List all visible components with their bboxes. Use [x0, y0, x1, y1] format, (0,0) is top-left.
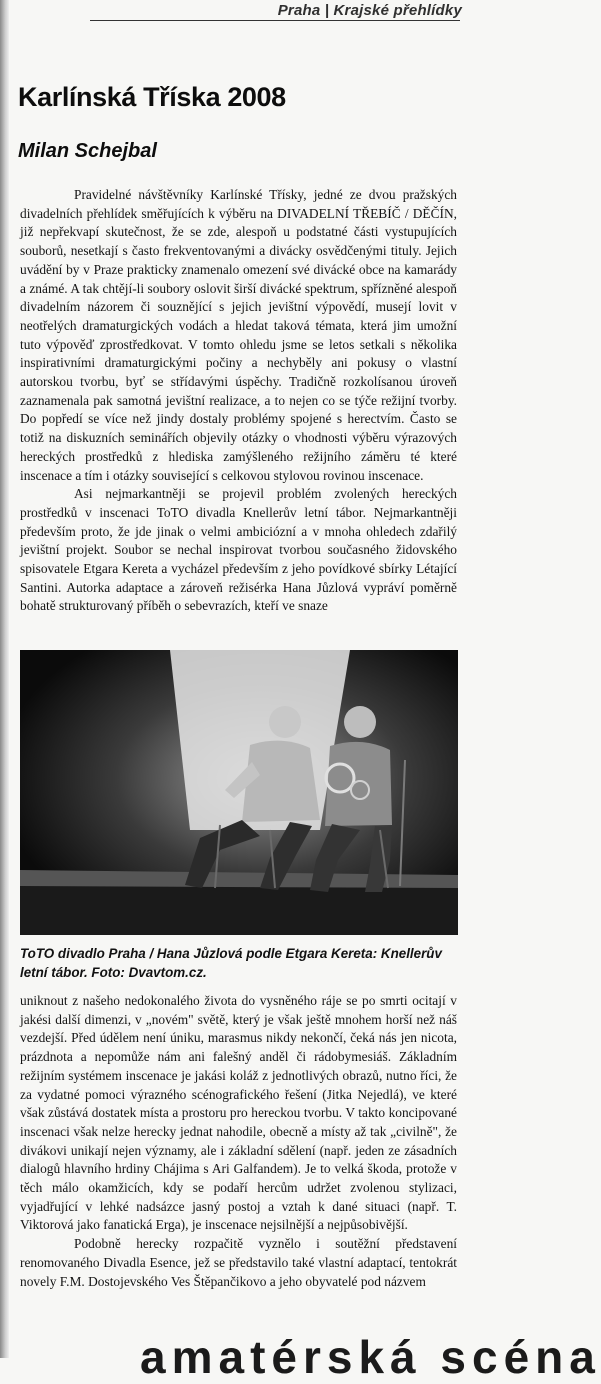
- article-body-top: [20, 186, 457, 616]
- paragraph: uniknout z našeho nedokonalého života do vysněného ráje se po smrti ocitají v jakési další dimenzi, v „novém" světě, který je však ještě mnohem horší než náš vezdejší. Před údělem není úniku, marasmus nikdy nekončí, čeká nás jen nicota, prázdnota a nepomůže nám ani falešný anděl či rádobymesiáš. Základním režijním systémem inscenace je jakási koláž z jednotlivých obrazů, nutno říci, že za vydatné pomoci výrazného scénografického řešení (Jitka Nejedlá), ve které však zůstává dostatek místa a prostoru pro hereckou tvorbu. V takto koncipované inscenaci však nelze herecky jednat nahodile, obecně a místy až tak „civilně", že divákovi unikají nejen významy, ale i základní sdělení (např. jeden ze zásadních dialogů hlavního hrdiny Chájima s Ari Galfandem). Je to velká škoda, protože v těch málo okamžicích, kdy se podaří hercům udržet zvolenou stylizaci, vyjadřující v lehké nadsázce jasný postoj a vztah k dané situaci (např. T. Viktorová jako fanatická Erga), je inscenace nejsilnější a nejpůsobivější.: [20, 993, 457, 1233]
- magazine-footer: [140, 1330, 601, 1383]
- header-rule: [90, 20, 460, 21]
- stage-photo-illustration: [20, 650, 458, 935]
- article-body-bottom: [20, 992, 457, 1291]
- article-title: Karlínská Tříska 2008: [18, 82, 286, 112]
- paragraph: Podobně herecky rozpačitě vyznělo i soutěžní představení renomovaného Divadla Esence, jež se představilo také vlastní adaptací, tentokrát novely F.M. Dostojevského Ves Štěpančikovo a jeho obyvatelé pod názvem: [20, 1236, 457, 1289]
- paragraph: Asi nejmarkantněji se projevil problém zvolených hereckých prostředků v inscenaci ToTO divadla Knellerův letní tábor. Nejmarkantněji především proto, že jde jinak o velmi ambiciózní a v mnoha ohledech zdařilý jevištní projekt. Soubor se nechal inspirovat tvorbou současného židovského spisovatele Etgara Kereta a vycházel především z jeho povídkové sbírky Létající Santini. Autorka adaptace a zároveň režisérka Hana Jůzlová vypráví poměrně bohatě strukturovaný příběh o sebevrazích, kteří ve snaze: [20, 486, 457, 614]
- photo-caption: ToTO divadlo Praha / Hana Jůzlová podle Etgara Kereta: Knellerův letní tábor. Foto: Dvavtom.cz.: [20, 946, 442, 980]
- paragraph: Pravidelné návštěvníky Karlínské Třísky, jedné ze dvou pražských divadelních přehlídek směřujících k výběru na DIVADELNÍ TŘEBÍČ / DĚČÍN, již nepřekvapí skutečnost, že se zde, alespoň u podstatné části vystupujících souborů, nesetkají s často frekventovanými a divácky osvědčenými tituly. Jejich uvádění by v Praze prakticky znamenalo omezení své divácké obce na kamarády a známé. A tak chtějí-li soubory oslovit širší divácké spektrum, spřízněné alespoň divadelním názorem či souznějící s jejich jevištní výpovědí, musejí lovit v neotřelých dramaturgických vodách a hledat taková témata, která jim umožní tuto výpověď zprostředkovat. V tomto ohledu jsme se letos setkali s několika inspirativními dramaturgickými počiny a nechyběly ani pokusy o vlastní autorskou tvorbu, byť se střídavými úspěchy. Tradičně rozkolísanou úroveň zaznamenala pak samotná jevištní realizace, a to nejen co se týče režijní tvorby. Do popředí se více než jindy dostaly problémy spojené s herectvím. Často se totiž na diskuzních seminářích objevily otázky o vhodnosti výběru výrazových hereckých prostředků z hlediska zamýšleného režijního záměru té které inscenace a tím i otázky související s celkovou stylovou rovinou inscenace.: [20, 187, 457, 483]
- section-header: Praha | Krajské přehlídky: [277, 2, 462, 19]
- article-photo: [20, 650, 458, 935]
- article-author: Milan Schejbal: [18, 140, 157, 162]
- page-scan-edge: [0, 0, 9, 1358]
- magazine-name: amatérská scéna: [140, 1331, 601, 1383]
